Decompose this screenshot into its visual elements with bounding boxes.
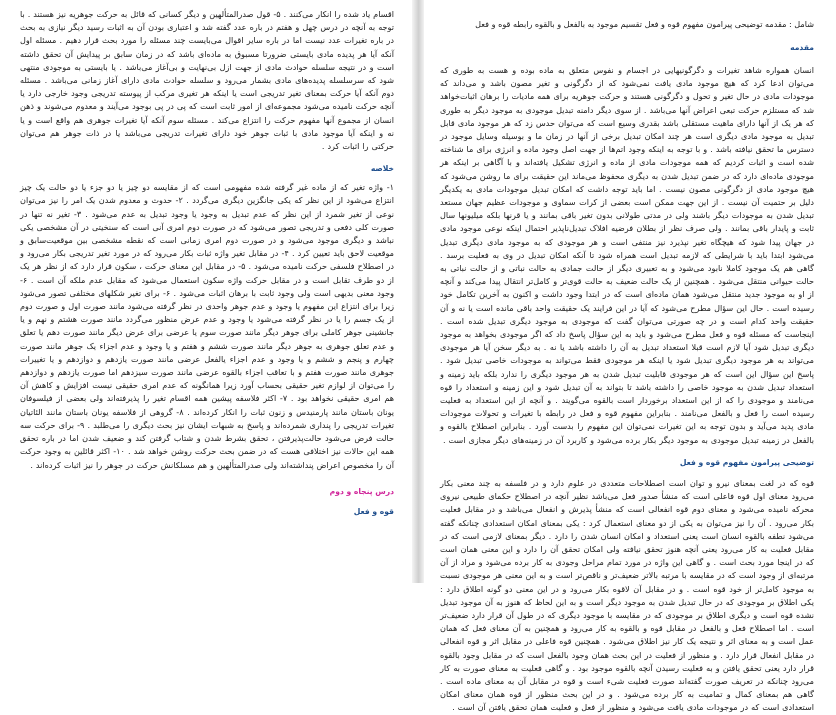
right-page-text-block	[440, 6, 814, 715]
left-intro-paragraph: اقسام یاد شده را انکار می‌کنند . ۵- قول صدرالمتألهین و دیگر کسانی که قائل به حرکت جوهریه نیز هستند . با توجه به آنچه در درس چهل و هفتم در باره عدد گفته شد و اعتباری بودن آن به اثبات رسید دیگر نیازی به بحث در باره تغیرات عدد نیست اما در باره سایر اقوال می‌بایست چند مسئله را مورد بحث قرار دهیم . مسئله اول آنکه آیا هر پدیده مادی بایستی ضرورتا مسبوق به ماده‌ای باشد که در زمان سابق بر پیدایش آن تحقق داشته است و در نتیجه سلسله حوادث مادی از جهت ازل بی‌نهایت و بی‌آغاز می‌باشد . یا بایستی به موجودی منتهی شود که سرسلسله پدیده‌های مادی بشمار می‌رود و سلسله حوادث مادی دارای آغاز زمانی می‌باشد . مسئله دوم آنکه آیا حرکت بمعنای تغیر تدریجی است یا اینکه هر تغیری مرکب از پیوسته تدریجی وجود خارجی دارد یا آنچه حرکت نامیده می‌شود مجموعه‌ای از امور ثابت است که پی در پی بوجود می‌آیند و معدوم می‌شوند و ذهن انسان از مجموع آنها مفهوم حرکت را انتزاع می‌کند . مسئله سوم آنکه آیا تغیرات جوهری هم واقع است و یا نه و اینکه آیا موجود مادی با ثبات جوهر خود دارای تغیرات تدریجی می‌باشد یا در ذات جوهر هم می‌توان حرکتی را اثبات کرد .	[20, 9, 394, 152]
book-gutter	[412, 0, 424, 583]
concept-heading: توضیحی پیرامون مفهوم قوه و فعل	[679, 457, 814, 467]
summary-heading: خلاصه	[370, 164, 394, 174]
intro-heading: مقدمه	[790, 43, 814, 52]
left-page-text-block	[20, 8, 394, 518]
summary-paragraph: ۱- واژه تغیر که از ماده غیر گرفته شده مفهومی است که از مقایسه دو چیز یا دو جزء یا دو حالت یک چیز انتزاع می‌شود از این نظر که یکی جانگزین دیگری می‌گردد . ۲- حدوث و معدوم شدن یک امر را نیز می‌توان نوعی از تغیر شمرد از این نظر که عدم تبدیل به وجود یا وجود تبدیل به عدم می‌شود . ۳- تغیر نه تنها در صورت کلی دفعی و تدریجی تصور می‌شود که در صورت دوم امری آنی است که سنخیتی در آن مشخصی یکی نباشد و دیگری موجود می‌شود و در صورت دوم امری زمانی است که نقطه مشخصی بین موقعیت‌سابق و موقعیت لاحق باید تعیین کرد . ۴- در مقابل تغیر واژه ثبات بکار می‌رود که در مورد تغیر تدریجی بکار می‌رود و در اصطلاح فلسفی حرکت نامیده می‌شود . ۵- در مقابل این معنای حرکت ، سکون قرار دارد که از نظر هر یک از دو طرف تقابل است و در مقابل حرکت واژه سکون استعمال می‌شود که مقابل عدم ملکه آن است . ۶- وجود معنی بدیهی است ولی وجود ثابت با برهان اثبات می‌شود . ۶- برای تغیر شکلهای مختلفی تصور می‌شود زیرا برای انتزاع این مفهوم یا وجود و عدم جوهر واحدی در نظر گرفته می‌شود مانند صورت اول و صورت دوم از یک جسم را یا در نظر گرفته می‌شود یا وجود و عدم عرض منظور می‌گردد مانند صورت هشتم و نهم و یا جانشینی جوهر کاملی برای جوهر دیگر مانند صورت سوم یا عرضی برای عرض دیگر مانند صورت دهم یا تعلق و عدم تعلق جوهری به جوهر دیگر مانند صورت ششم و هفتم و یا وجود و عدم اجزاء یک جوهر مانند صورت چهارم و پنجم و ششم و یا وجود و عدم اجزاء یالفعل عرضی مانند صورت یازدهم و دوازدهم و یا تغییرات جوهری مانند صورت هفتم و با تعاقب اجزاء بالقوه عرضی مانند صورت سیزدهم اما صورت یازدهم و دوازدهم را می‌توان از لوازم تغیر حقیقی بحساب آورد زیرا همانگونه که عدم امری حقیقی نیست افزایش و کاهش آن هم امری حقیقی نخواهد بود . ۷- اکثر فلاسفه پیشین همه اقسام تغیر را پذیرفته‌اند ولی بعضی از فیلسوفان یونان باستان مانند پارمنیدس و زنون ثبات را انکار کرده‌اند . ۸- گروهی از فلاسفه یونان باستان مانند الئاتیان تغیرات تدریجی را پنداری شمرده‌اند و پاسخ به شبهات ایشان نیز بحث دیگری را می‌طلبد . ۹- برای حرکت سه حالت فرض می‌شود حالت‌پذیرفتن ، تحقق بشرط شدن و شتاب گرفتن کند و ضعیف شدن اما در باره تحقق همه این حالات نیز اختلافی هست که در ضمن بحث حرکت روشن خواهد شد . ۱۰- اکثر قائلین به وجود حرکت آن را مخصوص اعراض پنداشته‌اند ولی صدرالمتألهین و هم مسلکانش حرکت در جوهر را نیز اثبات کرده‌اند .	[20, 182, 394, 470]
lesson-heading: درس پنجاه و دوم	[329, 486, 394, 496]
lesson-contents-line: شامل : مقدمه توضیحی پیرامون مفهوم قوه و فعل تقسیم موجود به بالفعل و بالقوه رابطه قوه و فعل	[475, 19, 814, 29]
concept-paragraph: قوه که در لغت بمعنای نیرو و توان است اصطلاحات متعددی در علوم دارد و در فلسفه به چند معنی بکار می‌رود معنای اول قوه فاعلی است که منشأ صدور فعل می‌باشد نظیر آنچه در اصطلاح حکمای طبیعی نیروی محرکه نامیده می‌شود و معنای دوم قوه انفعالی است که منشأ پذیرش و انفعال می‌باشد و در مقابل فعلیت بکار می‌رود . آن را نیز می‌توان به یکی از دو معنای استعمال کرد : یکی بمعنای امکان استعدادی چنانکه گفته می‌شود نطفه بالقوه انسان است یعنی استعداد و امکان انسان شدن را دارد . دیگر بمعنای لازمی است که در مقابل فعلیت به کار می‌رود یعنی آنچه هنوز تحقق نیافته ولی امکان تحقق آن را دارد و این معنی همان است که در اینجا مورد بحث است . و گاهی این واژه در مورد تمام مراحل وجودی به کار برده می‌شود و مراد از آن مرتبه‌ای از وجود است که در مقایسه با مرتبه بالاتر ضعیف‌تر و ناقص‌تر است و به این معنی هر موجودی نسبت به موجود کامل‌تر از خود قوه است . و در مقابل آن لاقوه بکار می‌رود و در این معنی دو گونه اطلاق دارد : یکی اطلاق بر موجودی که در حال تبدیل شدن به موجود دیگر است و به این لحاظ که هنوز به آن موجود تبدیل نشده قوه است و دیگری اطلاق بر موجودی که در مقایسه با موجود دیگری که در طول آن قرار دارد ضعیف‌تر است . اما اصطلاح فعل و بالفعل در مقابل قوه و بالقوه به کار می‌رود و همچنین به آن معنای فعل که همان عمل است و به معنای اثر و نتیجه یک کار نیز اطلاق می‌شود . همچنین قوه فاعلی در مقابل اثر و قوه انفعالی در مقابل انفعال قرار دارد . و منظور از فعلیت در این بحث همان وجود بالفعل است که در مقابل وجود بالقوه قرار دارد یعنی تحقق یافتن و به فعلیت رسیدن آنچه بالقوه موجود بود . و گاهی فعلیت به معنای صورت به کار می‌رود چنانکه در تعریف صورت گفته‌اند صورت فعلیت شیء است و قوه در مقابل آن به معنای ماده است . گاهی هم بمعنای کمال و تمامیت به کار برده می‌شود . و در این بحث منظور از قوه همان معنای امکان استعدادی است که در موجودات مادی یافت می‌شود و منظور از فعل و فعلیت همان تحقق یافتن آن است .	[440, 477, 814, 713]
left-page	[0, 0, 412, 583]
right-page	[424, 0, 836, 713]
lesson-subtitle: قوه و فعل	[353, 506, 394, 516]
right-intro-paragraph: انسان همواره شاهد تغیرات و دگرگونیهایی در اجسام و نفوس متعلق به ماده بوده و هست به طوری که می‌توان ادعا کرد که هیچ موجود مادی یافت نمی‌شود که از دگرگونی و تغیر مصون باشد و می‌داند که موجودات مادی در حال تغیر و تحول و دگرگونی هستند و حرکت جوهریه برای همه مادیات را برهان اثبات‌خواهد شد که مستلزم حرکت تبعی اعراض آنها می‌باشد . از سوی دیگر دامنه تبدیل موجودی به موجود دیگر به طوری که هر یک از آنها دارای ماهیت مستقلی باشد بقدری وسیع است که می‌توان حدس زد که هر موجود مادی قابل تبدیل به موجود مادی دیگری است هر چند امکان تبدیل برخی از آنها در زمان ما و بوسیله وسایل موجود در دسترس ما تحقق نیافته باشد . و با توجه به اینکه وجود اتم‌ها از جهت اصل وجود ماده و انرژی برای ما شناخته شده است و اثبات کردیم که همه موجودات مادی از ماده و انرژی تشکیل یافته‌اند و با آگاهی بر اینکه هر موجودی ماده‌ای دارد که در ضمن تبدیل شدن به دیگری محفوظ می‌ماند این حقیقت برای ما روشن می‌شود که هیچ موجود مادی از دگرگونی مصون نیست . اما باید توجه داشت که امکان تبدیل موجودات مادی به یکدیگر دلیل بر حتمیت آن نیست . از این جهت ممکن است بعضی از کرات سماوی و موجودات عظیم جهان مستعد تبدیل شدن به موجودات دیگر باشند ولی در مدتی طولانی بدون تغیر باقی بمانند و یا قرنها بلکه میلیونها سال ثابت و پایدار باقی بمانند . ولی صرف نظر از بطلان فرضیه افلاک‌ تبدیل‌ناپذیر احتمال اینکه نوعی موجود مادی در جهان پیدا شود که هیچگاه تغیر نپذیرد نیز منتفی است و هر موجودی که به موجود مادی دیگری تبدیل می‌شود ابتدا باید با شرایطی که لازمه تبدیل است همراه شود تا آنکه امکان تبدیل در وی به فعلیت برسد . گاهی هم یک موجود کاملا نابود می‌شود و به تعبیری دیگر از حالت جمادی به حالت نباتی و از حالت نباتی به حالت حیوانی منتقل می‌شود . همچنین از یک حالت ضعیف به حالت قوی‌تر و کامل‌تر انتقال پیدا می‌کند و آنچه از او به موجود جدید منتقل می‌شود همان ماده‌ای است که در ابتدا وجود داشت و اکنون به آخرین تکامل خود رسیده است . حال این سؤال مطرح می‌شود که آیا در این فرایند یک حقیقت واحد باقی مانده است یا نه و آن حقیقت واحد کدام است و در چه صورتی می‌توان گفت که موجودی به موجود دیگری تبدیل شده است . اینجاست که مسئله قوه و فعل مطرح می‌شود و باید به این سؤال پاسخ داد که اگر موجودی بخواهد به موجود دیگری تبدیل شود آیا لازم است قبلا استعداد تبدیل به آن را داشته باشد یا نه . به دیگر سخن آیا هر موجودی می‌تواند به هر موجود دیگری تبدیل شود یا اینکه هر موجودی فقط می‌تواند به موجودات خاصی تبدیل شود . پاسخ این سؤال این است که هر موجودی قابلیت تبدیل شدن به هر موجود دیگری را ندارد بلکه باید زمینه و استعداد تبدیل شدن به موجود خاصی را داشته باشد تا بتواند به آن تبدیل شود و این زمینه و استعداد را قوه می‌نامند و موجودی را که از این استعداد برخوردار است بالقوه می‌گویند . و آنچه از این استعداد به فعلیت رسیده است را فعل و بالفعل می‌نامند . بنابراین مفهوم قوه و فعل در رابطه با تغیرات و تحولات موجودات مادی پدید می‌آید و بدون توجه به این تغیرات نمی‌توان این مفهوم را بدست آورد . بنابراین اصطلاح بالقوه و بالفعل در زمینه تبدیل موجودی به موجود دیگر بکار برده می‌شود و کاربرد آن در زمینه‌های دیگر مجازی است .	[440, 65, 814, 445]
